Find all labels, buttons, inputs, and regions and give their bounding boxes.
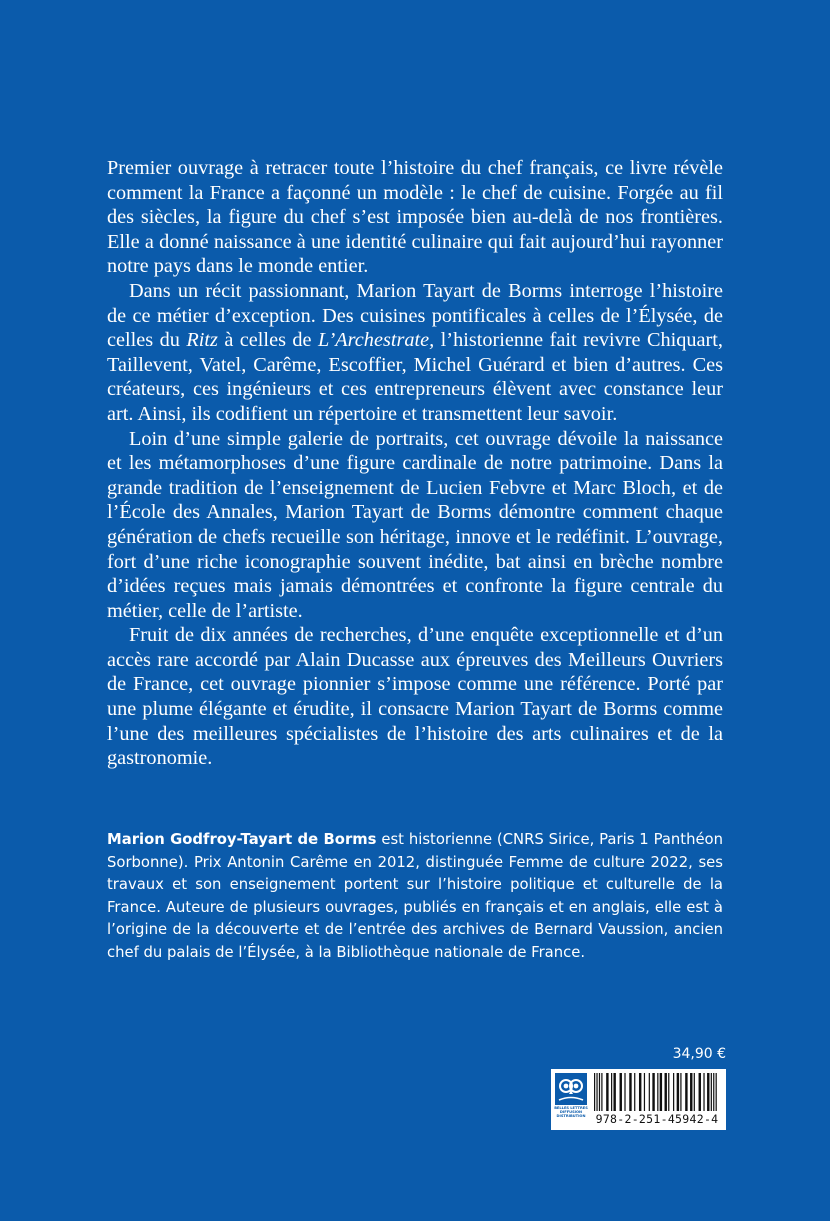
- barcode-bar: [594, 1073, 595, 1111]
- barcode-bar: [644, 1073, 645, 1111]
- barcode-bar: [660, 1073, 662, 1111]
- blurb-p2-archestrate: L’Archestrate,: [318, 329, 435, 352]
- barcode-bar: [699, 1073, 701, 1111]
- barcode-panel: [551, 1069, 726, 1130]
- barcode-bar: [601, 1073, 602, 1111]
- barcode-bar: [668, 1073, 669, 1111]
- barcode-bar: [680, 1073, 681, 1111]
- barcode-bar: [657, 1073, 658, 1111]
- blurb-paragraph-2: [107, 279, 723, 427]
- barcode-bar: [690, 1073, 692, 1111]
- belles-lettres-owl-logo-icon: [555, 1073, 587, 1105]
- author-name: Marion Godfroy-Tayart de Borms: [107, 831, 377, 848]
- barcode-bar: [620, 1073, 622, 1111]
- barcode-bar: [665, 1073, 667, 1111]
- barcode-bar: [596, 1073, 597, 1111]
- blurb-paragraph-3: Loin d’une simple galerie de portraits, cet ouvrage dévoile la naissance et les métamorphoses d’une figure cardinale de notre patrimoine. Dans la grande tradition de l’enseignement de Lucien Febvre et Marc Bloch, et de l’École des Annales, Marion Tayart de Borms démontre comment chaque génération de chefs recueille son héritage, innove et le redéfinit. L’ouvrage, fort d’une riche iconographie souvent inédite, bat ainsi en brèche nombre d’idées reçues mais jamais démontrées et confronte la figure centrale du métier, celle de l’artiste.: [107, 427, 723, 622]
- blurb-paragraph-4: Fruit de dix années de recherches, d’une enquête exceptionnelle et d’un accès rare accordé par Alain Ducasse aux épreuves des Meilleurs Ouvriers de France, cet ouvrage pionnier s’impose comme une référence. Porté par une plume élégante et érudite, il consacre Marion Tayart de Borms comme l’une des meilleures spécialistes de l’histoire des arts culinaires et de la gastronomie.: [107, 624, 723, 770]
- blurb-p2-text-b: à celles de: [217, 329, 318, 352]
- barcode-bar: [673, 1073, 674, 1111]
- barcode-bar: [716, 1073, 717, 1111]
- author-bio: [107, 829, 723, 965]
- barcode-bar: [713, 1073, 714, 1111]
- blurb-paragraph-1: Premier ouvrage à retracer toute l’histoire du chef français, ce livre révèle comment la France a façonné un modèle : le chef de cuisine. Forgée au fil des siècles, la figure du chef s’est imposée bien au-delà de nos frontières. Elle a donné naissance à une identité culinaire qui fait aujourd’hui rayonner notre pays dans le monde entier.: [107, 157, 723, 278]
- barcode-bar: [629, 1073, 631, 1111]
- barcode-bar: [707, 1073, 709, 1111]
- blurb-p2-ritz: Ritz: [186, 329, 218, 352]
- barcode-bar: [694, 1073, 695, 1111]
- barcode-bar: [703, 1073, 704, 1111]
- barcode-bar: [599, 1073, 600, 1111]
- barcode-bar: [677, 1073, 679, 1111]
- author-bio-text: est historienne (CNRS Sirice, Paris 1 Panthéon Sorbonne). Prix Antonin Carême en 2012, distinguée Femme de culture 2022, ses travaux et son enseignement portent sur l’histoire politique et culturelle de la France. Auteure de plusieurs ouvrages, publiés en français et en anglais, elle est à l’origine de la découverte et de l’entrée des archives de Bernard Vaussion, ancien chef du palais de l’Élysée, à la Bibliothèque nationale de France.: [107, 831, 723, 961]
- barcode-bar: [624, 1073, 625, 1111]
- blurb-p2-text-a: Dans un récit passionnant, Marion Tayart de Borms interroge l’histoire de ce métier d’exception. Des cuisines pontificales à celles de l’Élysée, de celles du: [107, 279, 723, 352]
- publisher-logo-text: BELLES LETTRES DIFFUSION DISTRIBUTION: [554, 1106, 588, 1119]
- blurb-p2-text-c: l’historienne fait revivre Chiquart, Taillevent, Vatel, Carême, Escoffier, Michel Guérard et bien d’autres. Ces créateurs, ces ingénieurs et ces entrepreneurs élèvent avec constance leur art. Ainsi, ils codifient un répertoire et transmettent leur savoir.: [107, 329, 724, 425]
- barcode-bar: [685, 1073, 687, 1111]
- barcode-bar: [634, 1073, 635, 1111]
- price-label: 34,90 €: [672, 1046, 726, 1062]
- isbn-barcode: [592, 1073, 720, 1111]
- barcode-bar: [606, 1073, 608, 1111]
- isbn-number: 978-2-251-45942-4: [595, 1112, 719, 1126]
- barcode-bar: [639, 1073, 641, 1111]
- back-cover-blurb: [107, 156, 723, 771]
- barcode-bar: [649, 1073, 650, 1111]
- barcode-bar: [613, 1073, 615, 1111]
- barcode-bar: [611, 1073, 612, 1111]
- barcode-bar: [652, 1073, 654, 1111]
- barcode-bar: [711, 1073, 712, 1111]
